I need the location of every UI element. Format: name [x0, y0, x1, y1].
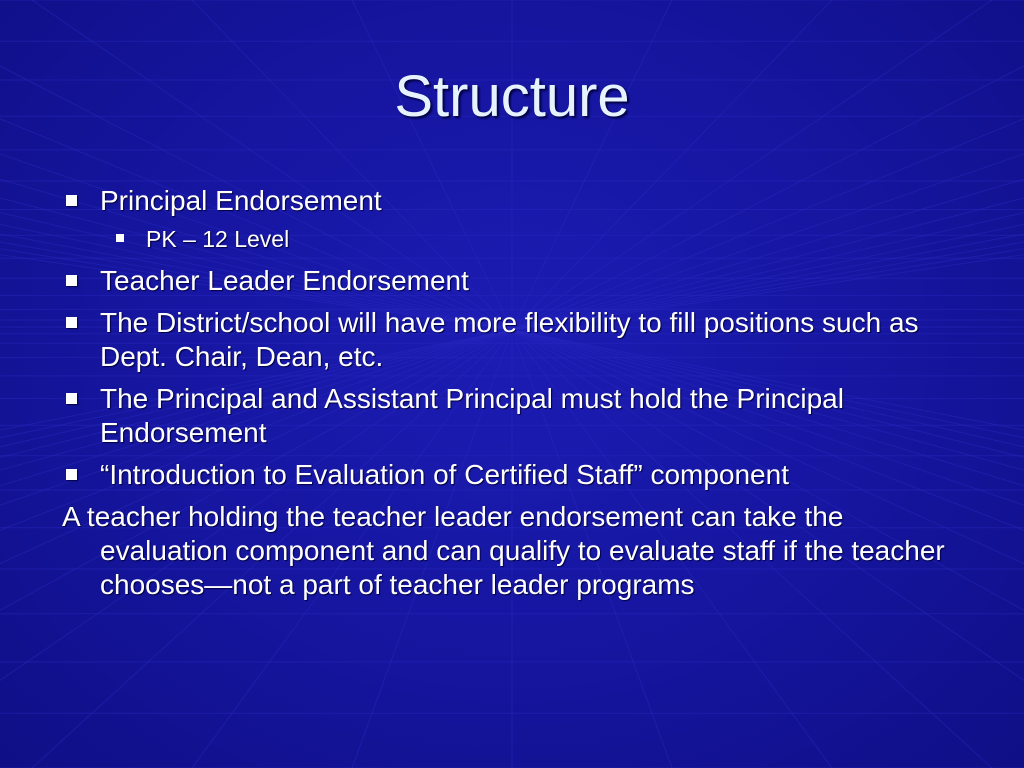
- square-bullet-icon: [66, 393, 77, 404]
- square-bullet-icon: [66, 275, 77, 286]
- bullet-item: [62, 264, 972, 298]
- bullet-text: Teacher Leader Endorsement: [100, 265, 469, 296]
- square-bullet-icon: [66, 317, 77, 328]
- bullet-item: [62, 458, 972, 492]
- bullet-text: “Introduction to Evaluation of Certified Staff” component: [100, 459, 789, 490]
- sub-bullet-text: PK – 12 Level: [146, 226, 290, 252]
- bullet-text: Principal Endorsement: [100, 185, 382, 216]
- square-bullet-icon: [116, 234, 124, 242]
- bullet-text: The Principal and Assistant Principal must hold the Principal Endorsement: [100, 383, 844, 448]
- sub-bullet-item: [62, 224, 972, 254]
- bullet-item: [62, 184, 972, 218]
- square-bullet-icon: [66, 469, 77, 480]
- slide-title: Structure: [394, 64, 630, 129]
- square-bullet-icon: [66, 195, 77, 206]
- bullet-text: The District/school will have more flexibility to fill positions such as Dept. Chair, Dean, etc.: [100, 307, 919, 372]
- body-paragraph: A teacher holding the teacher leader endorsement can take the evaluation component and can qualify to evaluate staff if the teacher chooses—not a part of teacher leader programs: [62, 501, 945, 600]
- bullet-item: [62, 306, 972, 374]
- slide-body: [62, 184, 972, 602]
- bullet-item: [62, 382, 972, 450]
